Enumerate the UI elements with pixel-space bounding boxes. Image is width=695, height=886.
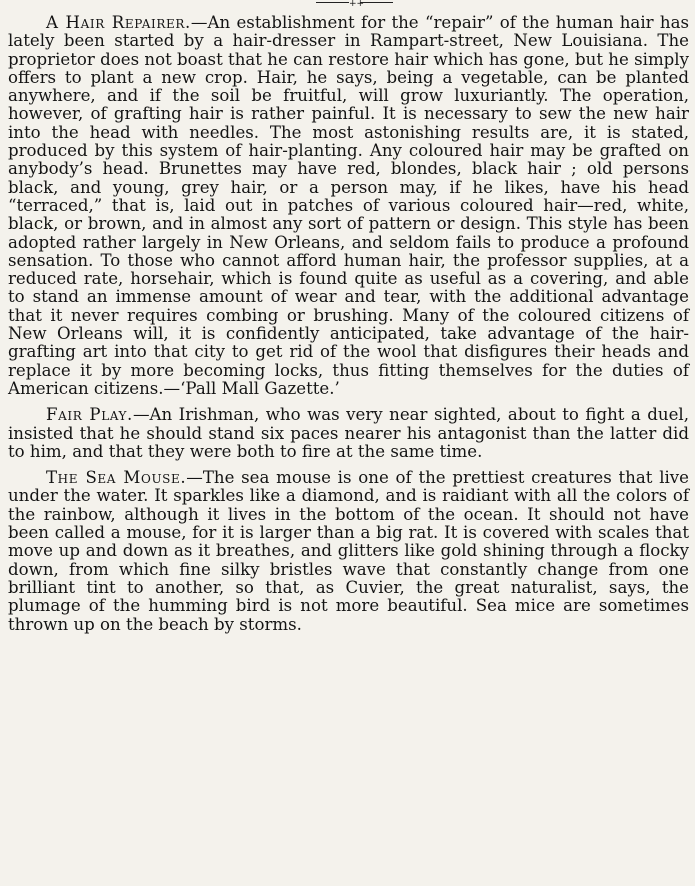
article-body: —The sea mouse is one of the prettiest creatures that live under the water. It sparkles like a diamond, and is raidiant with all the colors of the rainbow, although it lives in the bottom of the ocean. It should not have been called a mouse, for it is larger than a big rat. It is covered with scales that move up and down as it breathes, and glitters like gold shining through a flocky down, from which fine silky bristles wave that constantly change from one brilliant tint to another, so that, as Cuvier, the great naturalist, says, the plumage of the humming bird is not more beautiful. Sea mice are sometimes thrown up on the beach by storms. [8, 468, 689, 634]
divider-rule-left [316, 2, 349, 3]
article-body: —An establishment for the “repair” of the human hair has lately been started by a hair-dresser in Rampart-street, New Louisiana. The proprietor does not boast that he can restore hair which has gone, but he simply offers to plant a new crop. Hair, he says, being a vegetable, can be planted anywhere, and if the soil be fruitful, will grow luxuriantly. The operation, however, of grafting hair is rather painful. It is necessary to sew the new hair into the head with needles. The most astonishing results are, it is stated, produced by this system of hair-planting. Any coloured hair may be grafted on anybody’s head. Brunettes may have red, blondes, black hair ; old persons black, and young, grey hair, or a person may, if he likes, have his head “terraced,” that is, laid out in patches of various coloured hair—red, white, black, or brown, and in almost any sort of pattern or design. This style has been adopted rather largely in New Orleans, and seldom fails to produce a profound sensation. To those who cannot afford human hair, the professor supplies, at a reduced rate, horsehair, which is found quite as useful as a covering, and able to stand an immense amount of wear and tear, with the additional advantage that it never requires combing or brushing. Many of the coloured citizens of New Orleans will, it is confidently anticipated, take advantage of the hair-grafting art into that city to get rid of the wool that disfigures their heads and replace it by more becoming locks, thus fitting themselves for the duties of American citizens.—‘Pall Mall Gazette.’ [8, 13, 689, 398]
article-heading: The Sea Mouse. [46, 468, 187, 488]
divider-rule-right [360, 2, 393, 3]
article-heading: Fair Play. [46, 405, 133, 425]
article-body: —An Irishman, who was very near sighted, about to fight a duel, insisted that he should stand six paces nearer his antagonist than the latter did to him, and that they were both to fire at the same time. [8, 405, 689, 461]
divider-mark: ++ [349, 0, 365, 9]
article-heading: A Hair Repairer. [46, 13, 191, 32]
article-fair-play [8, 406, 689, 461]
article-hair-repairer [8, 14, 689, 398]
article-sea-mouse [8, 469, 689, 634]
section-divider-ornament [8, 0, 689, 12]
